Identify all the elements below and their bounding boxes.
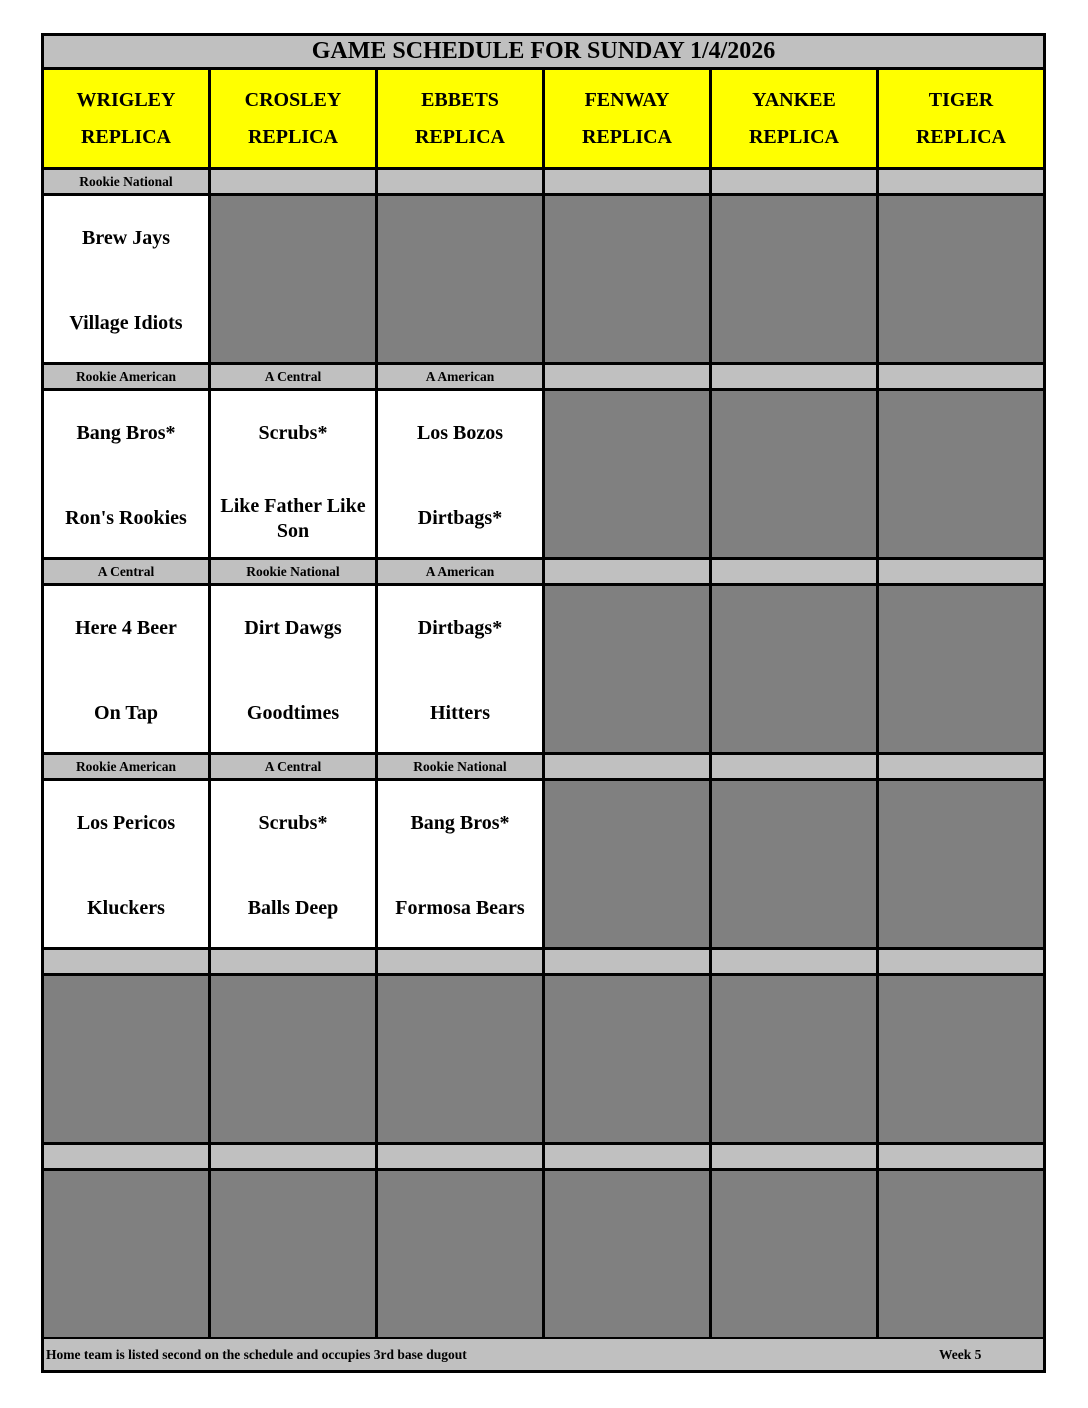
empty-slot [211, 976, 378, 1142]
empty-slot [545, 196, 712, 362]
division-label [712, 170, 879, 193]
game-row [44, 781, 1043, 947]
home-team: Formosa Bears [395, 897, 525, 919]
field-name: EBBETS [421, 88, 499, 111]
empty-slot [44, 1171, 211, 1337]
division-label [545, 1145, 712, 1168]
home-team: On Tap [94, 702, 158, 724]
division-label [378, 170, 545, 193]
division-label: A American [378, 560, 545, 583]
division-label [44, 950, 211, 973]
division-label [879, 170, 1043, 193]
division-label: Rookie National [211, 560, 378, 583]
division-label [378, 1145, 545, 1168]
empty-slot [712, 196, 879, 362]
field-subtitle: REPLICA [414, 125, 505, 148]
empty-slot [545, 781, 712, 947]
division-label [712, 1145, 879, 1168]
field-name: YANKEE [752, 88, 836, 111]
away-team: Dirtbags* [417, 617, 503, 639]
schedule-title: GAME SCHEDULE FOR SUNDAY 1/4/2026 [44, 36, 1043, 70]
empty-slot [879, 196, 1043, 362]
division-label: A Central [44, 560, 211, 583]
schedule-sheet [41, 33, 1046, 1373]
away-team: Scrubs* [258, 422, 328, 444]
empty-slot [712, 1171, 879, 1337]
game-row [44, 976, 1043, 1142]
division-label [545, 755, 712, 778]
division-label [545, 170, 712, 193]
game-row [44, 586, 1043, 752]
home-team: Balls Deep [247, 897, 339, 919]
division-label-row [44, 365, 1043, 388]
game-cell [44, 781, 211, 947]
field-header-row [44, 70, 1043, 167]
empty-slot [211, 1171, 378, 1337]
away-team: Bang Bros* [410, 812, 510, 834]
game-cell [378, 391, 545, 557]
game-cell [378, 586, 545, 752]
game-cell [378, 781, 545, 947]
game-row [44, 1171, 1043, 1337]
division-label [211, 170, 378, 193]
division-label: Rookie National [378, 755, 545, 778]
game-cell [211, 781, 378, 947]
empty-slot [712, 586, 879, 752]
field-header-ebbets [378, 70, 545, 167]
division-label [879, 365, 1043, 388]
field-name: FENWAY [584, 88, 670, 111]
empty-slot [545, 1171, 712, 1337]
home-team: Goodtimes [246, 702, 340, 724]
empty-slot [211, 196, 378, 362]
field-subtitle: REPLICA [581, 125, 672, 148]
schedule-footer [44, 1339, 1043, 1370]
empty-slot [545, 586, 712, 752]
game-cell [44, 391, 211, 557]
empty-slot [879, 586, 1043, 752]
division-label: A Central [211, 365, 378, 388]
empty-slot [879, 1171, 1043, 1337]
division-label-row [44, 755, 1043, 778]
division-label [712, 755, 879, 778]
field-name: WRIGLEY [76, 88, 176, 111]
away-team: Brew Jays [82, 227, 170, 249]
division-label [44, 1145, 211, 1168]
empty-slot [712, 391, 879, 557]
division-label-row [44, 950, 1043, 973]
division-label: Rookie National [44, 170, 211, 193]
home-team: Ron's Rookies [65, 507, 187, 529]
empty-slot [879, 781, 1043, 947]
division-label-row [44, 560, 1043, 583]
division-label [378, 950, 545, 973]
game-row [44, 196, 1043, 362]
division-label [211, 1145, 378, 1168]
division-label [712, 560, 879, 583]
empty-slot [44, 976, 211, 1142]
division-label-row [44, 1145, 1043, 1168]
home-team: Like Father Like Son [220, 495, 366, 542]
field-header-tiger [879, 70, 1043, 167]
empty-slot [712, 976, 879, 1142]
division-label [545, 365, 712, 388]
division-label: Rookie American [44, 365, 211, 388]
home-team: Village Idiots [69, 312, 183, 334]
field-subtitle: REPLICA [915, 125, 1006, 148]
division-label [545, 560, 712, 583]
division-label [712, 365, 879, 388]
division-label [879, 755, 1043, 778]
division-label [545, 950, 712, 973]
game-cell [211, 391, 378, 557]
empty-slot [879, 976, 1043, 1142]
field-subtitle: REPLICA [748, 125, 839, 148]
division-label [879, 1145, 1043, 1168]
away-team: Dirt Dawgs [244, 617, 342, 639]
home-team: Kluckers [87, 897, 165, 919]
away-team: Scrubs* [258, 812, 328, 834]
game-cell [211, 586, 378, 752]
empty-slot [712, 781, 879, 947]
home-team: Dirtbags* [417, 507, 503, 529]
division-label [712, 950, 879, 973]
field-subtitle: REPLICA [247, 125, 338, 148]
empty-slot [879, 391, 1043, 557]
away-team: Los Pericos [76, 812, 176, 834]
field-header-crosley [211, 70, 378, 167]
field-header-yankee [712, 70, 879, 167]
away-team: Here 4 Beer [75, 617, 177, 639]
empty-slot [378, 1171, 545, 1337]
field-header-wrigley [44, 70, 211, 167]
division-label [879, 560, 1043, 583]
empty-slot [378, 196, 545, 362]
game-cell [44, 586, 211, 752]
division-label: A American [378, 365, 545, 388]
field-name: CROSLEY [244, 88, 342, 111]
empty-slot [545, 976, 712, 1142]
home-team: Hitters [430, 702, 490, 724]
division-label [879, 950, 1043, 973]
division-label: Rookie American [44, 755, 211, 778]
home-team-note: Home team is listed second on the schedule and occupies 3rd base dugout [46, 1346, 467, 1362]
game-row [44, 391, 1043, 557]
division-label-row [44, 170, 1043, 193]
division-label [211, 950, 378, 973]
field-header-fenway [545, 70, 712, 167]
away-team: Bang Bros* [76, 422, 176, 444]
game-cell [44, 196, 211, 362]
field-name: TIGER [928, 88, 994, 111]
field-subtitle: REPLICA [80, 125, 171, 148]
division-label: A Central [211, 755, 378, 778]
empty-slot [378, 976, 545, 1142]
away-team: Los Bozos [416, 422, 504, 444]
empty-slot [545, 391, 712, 557]
week-label: Week 5 [939, 1346, 982, 1362]
